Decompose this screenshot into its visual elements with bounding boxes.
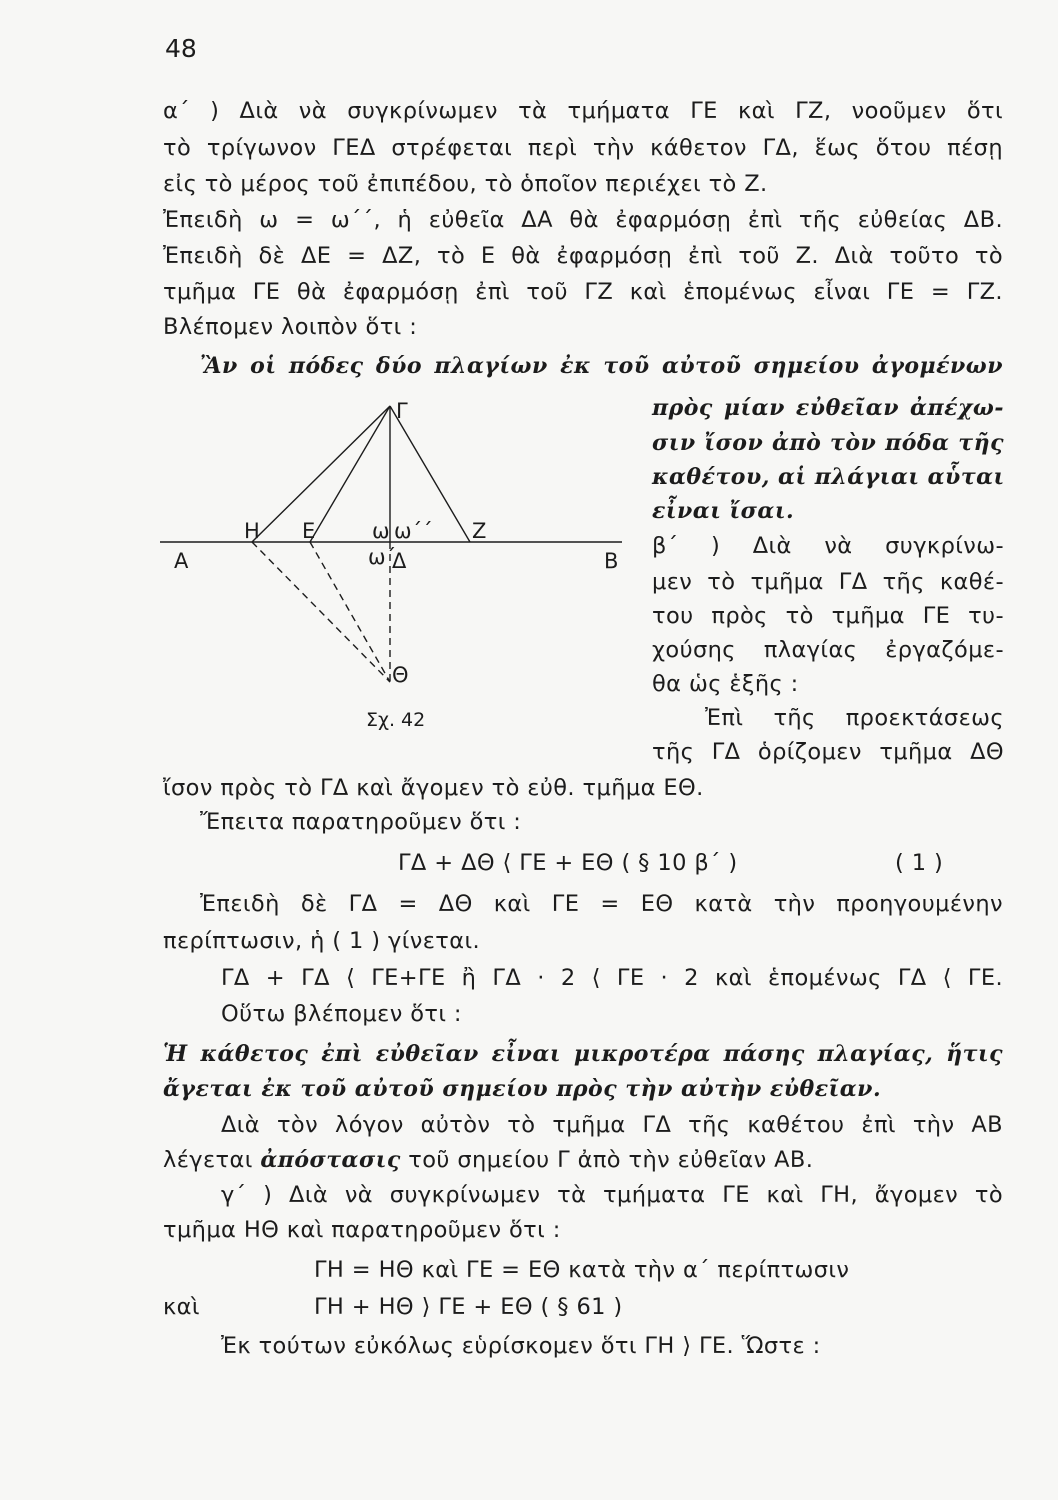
theorem-1-line-3: σιν ἴσον ἀπὸ τὸν πόδα τῆς bbox=[652, 430, 1004, 456]
outo-line: Οὕτω βλέπομεν ὅτι : bbox=[221, 1001, 462, 1027]
distance-after: τοῦ σημείου Γ ἀπὸ τὴν εὐθεῖαν ΑΒ. bbox=[408, 1147, 814, 1173]
para-a-line-3: εἰς τὸ μέρος τοῦ ἐπιπέδου, τὸ ὁποῖον περιέχει τὸ Ζ. bbox=[163, 171, 768, 197]
label-e: Ε bbox=[302, 519, 316, 543]
conclusion: Ἐκ τούτων εὐκόλως εὑρίσκομεν ὅτι ΓΗ ⟩ ΓΕ. Ὥστε : bbox=[221, 1333, 821, 1359]
para-c-line-2: τμῆμα ΗΘ καὶ παρατηροῦμεν ὅτι : bbox=[163, 1217, 561, 1243]
figure-caption: Σχ. 42 bbox=[366, 709, 426, 731]
para-b-line-4: χούσης πλαγίας ἐργαζόμε- bbox=[652, 637, 1004, 663]
label-w1: ω΄ bbox=[368, 545, 397, 569]
label-z: Ζ bbox=[472, 519, 487, 543]
label-a: Α bbox=[174, 549, 189, 573]
distance-term: ἀπόστασις bbox=[260, 1147, 401, 1173]
para-b2-line-1: Ἐπειδὴ δὲ ΓΔ = ΔΘ καὶ ΓΕ = ΕΘ κατὰ τὴν προηγουμένην bbox=[200, 891, 1003, 917]
para-c-line-1: γ΄ ) Διὰ νὰ συγκρίνωμεν τὰ τμήματα ΓΕ καὶ ΓΗ, ἄγομεν τὸ bbox=[221, 1182, 1003, 1208]
para-a-line-7: Βλέπομεν λοιπὸν ὅτι : bbox=[163, 314, 418, 340]
para-a-line-6: τμῆμα ΓΕ θὰ ἐφαρμόσῃ ἐπὶ τοῦ ΓΖ καὶ ἑπομένως εἶναι ΓΕ = ΓΖ. bbox=[163, 279, 1003, 305]
distance-line-2 bbox=[163, 1145, 813, 1175]
para-b-line-7: τῆς ΓΔ ὁρίζομεν τμῆμα ΔΘ bbox=[652, 739, 1004, 765]
para-b-line-8: ἴσον πρὸς τὸ ΓΔ καὶ ἄγομεν τὸ εὐθ. τμῆμα ΕΘ. bbox=[163, 775, 704, 801]
para-a-line-1: α΄ ) Διὰ νὰ συγκρίνωμεν τὰ τμήματα ΓΕ καὶ ΓΖ, νοοῦμεν ὅτι bbox=[163, 98, 1003, 124]
theorem-1-line-2: πρὸς μίαν εὐθεῖαν ἀπέχω- bbox=[652, 395, 1004, 421]
para-b-line-2: μεν τὸ τμῆμα ΓΔ τῆς καθέ- bbox=[652, 569, 1004, 595]
formula-2: ΓΔ + ΓΔ ⟨ ΓΕ+ΓΕ ἢ ΓΔ · 2 ⟨ ΓΕ · 2 καὶ ἑπομένως ΓΔ ⟨ ΓΕ. bbox=[221, 965, 1003, 991]
page-number: 48 bbox=[165, 34, 197, 63]
label-c: Γ bbox=[396, 399, 408, 423]
para-b-line-1: β΄ ) Διὰ νὰ συγκρίνω- bbox=[652, 533, 1004, 559]
label-h: Η bbox=[244, 519, 260, 543]
para-a-line-4: Ἐπειδὴ ω = ω΄΄, ἡ εὐθεῖα ΔΑ θὰ ἐφαρμόσῃ ἐπὶ τῆς εὐθείας ΔΒ. bbox=[163, 207, 1003, 233]
label-th: Θ bbox=[392, 663, 409, 687]
theorem-1-line-5: εἶναι ἴσαι. bbox=[652, 498, 795, 524]
theorem-2-line-1: Ἡ κάθετος ἐπὶ εὐθεῖαν εἶναι μικροτέρα πάσης πλαγίας, ἥτις bbox=[163, 1041, 1003, 1067]
formula-1-number: ( 1 ) bbox=[895, 850, 944, 876]
formula-4-prefix: καὶ bbox=[163, 1294, 200, 1320]
para-b-line-6: Ἐπὶ τῆς προεκτάσεως bbox=[705, 705, 1004, 731]
theorem-2-line-2: ἄγεται ἐκ τοῦ αὐτοῦ σημείου πρὸς τὴν αὐτὴν εὐθεῖαν. bbox=[163, 1076, 882, 1102]
label-w2: ω΄΄ bbox=[394, 519, 433, 543]
label-w: ω bbox=[372, 519, 390, 543]
label-d: Δ bbox=[392, 549, 407, 573]
para-a-line-2: τὸ τρίγωνον ΓΕΔ στρέφεται περὶ τὴν κάθετον ΓΔ, ἕως ὅτου πέσῃ bbox=[163, 135, 1003, 161]
distance-before: λέγεται bbox=[163, 1147, 253, 1173]
formula-1: ΓΔ + ΔΘ ⟨ ΓΕ + ΕΘ ( § 10 β΄ ) bbox=[398, 850, 738, 876]
para-b-line-3: του πρὸς τὸ τμῆμα ΓΕ τυ- bbox=[652, 603, 1004, 629]
theorem-1-line-4: καθέτου, αἱ πλάγιαι αὗται bbox=[652, 464, 1005, 490]
para-a-line-5: Ἐπειδὴ δὲ ΔΕ = ΔΖ, τὸ Ε θὰ ἐφαρμόσῃ ἐπὶ τοῦ Ζ. Διὰ τοῦτο τὸ bbox=[163, 243, 1003, 269]
para-b-line-5: θα ὡς ἑξῆς : bbox=[652, 671, 799, 697]
figure-42 bbox=[160, 390, 640, 740]
formula-3: ΓΗ = ΗΘ καὶ ΓΕ = ΕΘ κατὰ τὴν α΄ περίπτωσιν bbox=[314, 1257, 850, 1283]
para-b2-line-2: περίπτωσιν, ἡ ( 1 ) γίνεται. bbox=[163, 928, 481, 954]
label-b: Β bbox=[604, 549, 619, 573]
formula-4: ΓΗ + ΗΘ ⟩ ΓΕ + ΕΘ ( § 61 ) bbox=[314, 1294, 623, 1320]
theorem-1-line-1: Ἂν οἱ πόδες δύο πλαγίων ἐκ τοῦ αὐτοῦ σημείου ἀγομένων bbox=[200, 353, 1003, 379]
distance-line-1: Διὰ τὸν λόγον αὐτὸν τὸ τμῆμα ΓΔ τῆς καθέτου ἐπὶ τὴν ΑΒ bbox=[221, 1112, 1003, 1138]
para-b-line-9: Ἔπειτα παρατηροῦμεν ὅτι : bbox=[200, 809, 522, 835]
segment-gh bbox=[252, 406, 390, 542]
